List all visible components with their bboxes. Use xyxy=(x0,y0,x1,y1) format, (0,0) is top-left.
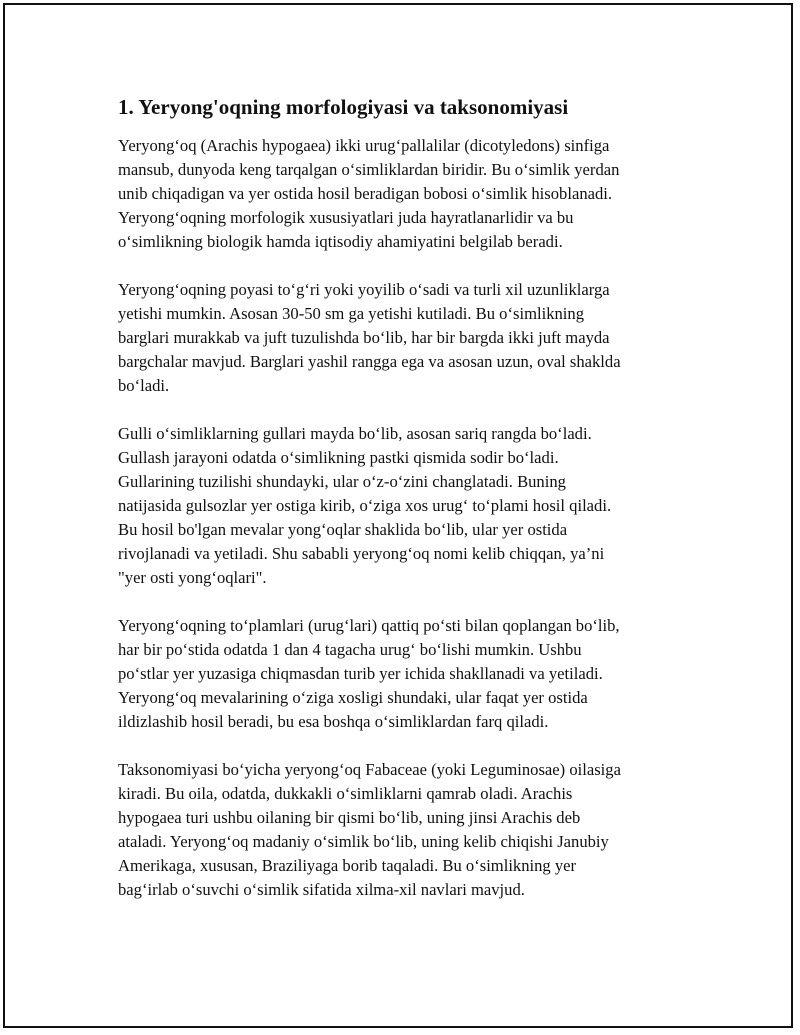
text-line: Amerikaga, xususan, Braziliyaga borib taqaladi. Bu o‘simlikning yer xyxy=(118,856,577,875)
text-line: ataladi. Yeryong‘oq madaniy o‘simlik bo‘lib, uning kelib chiqishi Janubiy xyxy=(118,832,609,851)
text-line: barglari murakkab va juft tuzulishda bo‘lib, har bir bargda ikki juft mayda xyxy=(118,328,610,347)
text-line: Gulli o‘simliklarning gullari mayda bo‘lib, asosan sariq rangda bo‘ladi. xyxy=(118,424,592,443)
section-heading: 1. Yeryong'oqning morfologiyasi va taksonomiyasi xyxy=(118,95,569,119)
text-line: Yeryong‘oq mevalarining o‘ziga xosligi shundaki, ular faqat yer ostida xyxy=(118,688,588,707)
text-line: mansub, dunyoda keng tarqalgan o‘simliklardan biridir. Bu o‘simlik yerdan xyxy=(118,160,620,179)
text-line: hypogaea turi ushbu oilaning bir qismi bo‘lib, uning jinsi Arachis deb xyxy=(118,808,581,827)
text-line: yetishi mumkin. Asosan 30-50 sm ga yetishi kutiladi. Bu o‘simlikning xyxy=(118,304,585,323)
text-line: Gullarining tuzilishi shundayki, ular o‘z-o‘zini changlatadi. Buning xyxy=(118,472,566,491)
text-line: "yer osti yong‘oqlari". xyxy=(118,568,267,587)
paragraph-3 xyxy=(118,422,688,590)
paragraph-2 xyxy=(118,278,688,398)
text-line: Yeryong‘oq (Arachis hypogaea) ikki urug‘pallalilar (dicotyledons) sinfiga xyxy=(118,136,610,155)
paragraph-5 xyxy=(118,758,688,902)
paragraph-4 xyxy=(118,614,688,734)
text-line: rivojlanadi va yetiladi. Shu sababli yeryong‘oq nomi kelib chiqqan, ya’ni xyxy=(118,544,605,563)
text-line: Yeryong‘oqning poyasi to‘g‘ri yoki yoyilib o‘sadi va turli xil uzunliklarga xyxy=(118,280,610,299)
text-line: kiradi. Bu oila, odatda, dukkakli o‘simliklarni qamrab oladi. Arachis xyxy=(118,784,573,803)
text-line: Taksonomiyasi bo‘yicha yeryong‘oq Fabaceae (yoki Leguminosae) oilasiga xyxy=(118,760,621,779)
document-body xyxy=(118,94,688,926)
text-line: Bu hosil bo'lgan mevalar yong‘oqlar shaklida bo‘lib, ular yer ostida xyxy=(118,520,568,539)
text-line: natijasida gulsozlar yer ostiga kirib, o‘ziga xos urug‘ to‘plami hosil qiladi. xyxy=(118,496,612,515)
text-line: Yeryong‘oqning to‘plamlari (urug‘lari) qattiq po‘sti bilan qoplangan bo‘lib, xyxy=(118,616,620,635)
text-line: har bir po‘stida odatda 1 dan 4 tagacha urug‘ bo‘lishi mumkin. Ushbu xyxy=(118,640,582,659)
text-line: ildizlashib hosil beradi, bu esa boshqa o‘simliklardan farq qiladi. xyxy=(118,712,549,731)
text-line: bo‘ladi. xyxy=(118,376,170,395)
text-line: po‘stlar yer yuzasiga chiqmasdan turib yer ichida shakllanadi va yetiladi. xyxy=(118,664,603,683)
text-line: Yeryong‘oqning morfologik xususiyatlari juda hayratlanarlidir va bu xyxy=(118,208,574,227)
text-line: Gullash jarayoni odatda o‘simlikning pastki qismida sodir bo‘ladi. xyxy=(118,448,559,467)
text-line: bag‘irlab o‘suvchi o‘simlik sifatida xilma-xil navlari mavjud. xyxy=(118,880,525,899)
text-line: bargchalar mavjud. Barglari yashil rangga ega va asosan uzun, oval shaklda xyxy=(118,352,621,371)
paragraph-1 xyxy=(118,134,688,254)
text-line: unib chiqadigan va yer ostida hosil beradigan bobosi o‘simlik hisoblanadi. xyxy=(118,184,613,203)
text-line: o‘simlikning biologik hamda iqtisodiy ahamiyatini belgilab beradi. xyxy=(118,232,563,251)
